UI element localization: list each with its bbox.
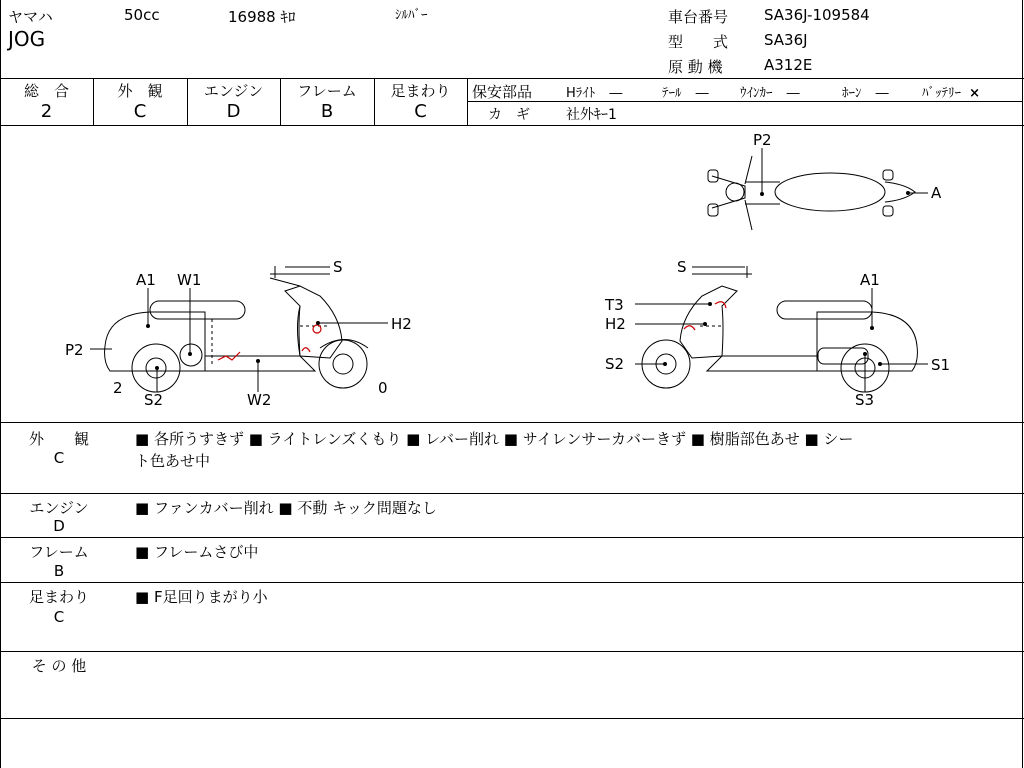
section-exterior-label: 外 観 [28, 430, 89, 448]
section-frame-label: フレーム [29, 543, 89, 561]
safety-item-winker-name: ｳｲﾝｶｰ [740, 86, 773, 101]
left-label-s: S [333, 258, 343, 276]
grade-div-5 [467, 78, 468, 125]
grade-exterior-value: C [133, 101, 147, 122]
safety-item-tail [662, 82, 709, 101]
grade-overall-label: 総 合 [23, 82, 69, 100]
right-label-t3: T3 [605, 296, 624, 314]
safety-item-battery-name: ﾊﾞｯﾃﾘｰ [922, 86, 961, 101]
safety-item-winker-status: ― [786, 86, 800, 101]
grade-frame-value: B [320, 101, 334, 122]
left-label-0: 0 [378, 379, 388, 397]
key-value: 社外ｷｰ1 [566, 107, 617, 123]
safety-label: 保安部品 [472, 83, 533, 101]
top-label-p2: P2 [753, 131, 772, 149]
safety-item-battery [922, 82, 980, 101]
color: ｼﾙﾊﾞｰ [395, 8, 428, 23]
safety-item-horn [842, 82, 889, 101]
section-suspension-text: ■ F足回りまがり小 [135, 588, 268, 606]
frame-no-label: 車台番号 [668, 8, 729, 26]
left-label-s2: S2 [144, 391, 164, 409]
safety-item-tail-status: ― [695, 86, 709, 101]
section-engine-grade: D [53, 517, 65, 535]
engine-value: A312E [764, 56, 813, 74]
safety-mid-line [467, 101, 1022, 102]
grade-engine-value: D [226, 101, 241, 122]
section-exterior-grade: C [53, 449, 65, 467]
section-engine-label: エンジン [29, 499, 89, 517]
safety-item-horn-name: ﾎｰﾝ [842, 86, 862, 101]
section-line-3 [0, 537, 1024, 538]
safety-item-tail-name: ﾃｰﾙ [662, 86, 682, 101]
grade-top-line [0, 78, 1024, 79]
grade-engine-label: エンジン [203, 82, 264, 100]
left-label-w1: W1 [177, 271, 202, 289]
leader-lines-top [761, 148, 929, 196]
grade-suspension-label: 足まわり [390, 82, 451, 100]
key-label: カ ギ [488, 107, 530, 123]
grade-overall-value: 2 [40, 101, 53, 122]
right-label-s2: S2 [605, 355, 625, 373]
section-suspension-label: 足まわり [28, 588, 89, 606]
safety-item-winker [740, 82, 800, 101]
grade-exterior-label: 外 観 [117, 82, 163, 100]
safety-item-headlight [566, 82, 622, 101]
leader-lines-left [90, 267, 388, 392]
maker: ヤマハ [8, 8, 53, 26]
top-label-a: A [931, 184, 942, 202]
section-line-5 [0, 651, 1024, 652]
frame-right [1022, 0, 1023, 768]
safety-item-headlight-status: ― [609, 86, 623, 101]
leader-lines-right [635, 267, 928, 392]
left-label-a1: A1 [136, 271, 156, 289]
right-label-a1: A1 [860, 271, 880, 289]
section-line-2 [0, 493, 1024, 494]
left-label-p2: P2 [65, 341, 84, 359]
section-line-4 [0, 582, 1024, 583]
damage-marks-left [218, 325, 321, 360]
safety-item-battery-status: × [969, 86, 981, 101]
safety-item-horn-status: ― [875, 86, 889, 101]
type-label: 型 式 [668, 33, 729, 51]
right-label-s3: S3 [855, 391, 875, 409]
section-frame-grade: B [53, 562, 65, 580]
section-suspension-grade: C [53, 608, 65, 626]
right-label-s: S [677, 258, 687, 276]
section-other-label: そ の 他 [31, 657, 87, 675]
type-value: SA36J [764, 31, 808, 49]
section-exterior-text-2: ト色あせ中 [135, 452, 211, 470]
right-label-h2: H2 [605, 315, 626, 333]
grade-suspension-value: C [414, 101, 427, 122]
section-frame-text: ■ フレームさび中 [135, 543, 259, 561]
grade-frame-label: フレーム [297, 82, 357, 100]
section-exterior-text-1: ■ 各所うすきず ■ ライトレンズくもり ■ レバー削れ ■ サイレンサーカバーきず ■ 樹脂部色あせ ■ シー [135, 430, 854, 448]
section-line-6 [0, 718, 1024, 719]
section-line-1 [0, 422, 1024, 423]
scooter-top-view [708, 156, 915, 230]
damage-diagram [0, 126, 1022, 422]
left-label-w2: W2 [247, 391, 272, 409]
frame-no-value: SA36J-109584 [764, 6, 870, 24]
right-label-s1: S1 [931, 356, 951, 374]
safety-item-headlight-name: Hﾗｲﾄ [566, 86, 596, 101]
left-label-h2: H2 [391, 315, 412, 333]
model-name: JOG [8, 27, 46, 51]
displacement: 50cc [124, 6, 160, 24]
section-engine-text: ■ ファンカバー削れ ■ 不動 キック問題なし [135, 499, 437, 517]
left-label-2: 2 [113, 379, 123, 397]
engine-label: 原 動 機 [668, 58, 723, 76]
mileage: 16988 ｷﾛ [228, 8, 296, 26]
